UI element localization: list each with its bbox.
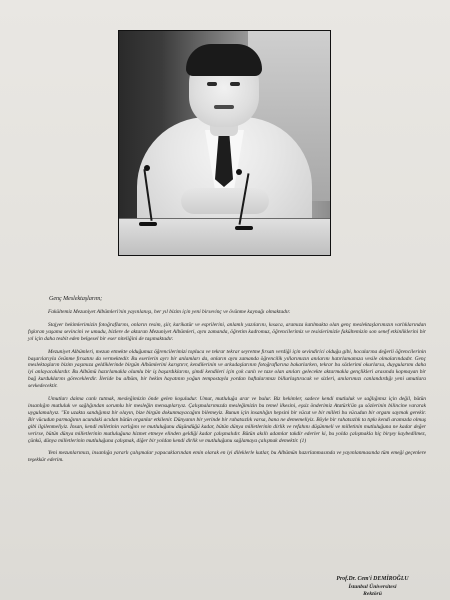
letter-paragraph-5: Yeni mezunlarımızı, insanlığa yararlı çalışmalar yapacaklarından emin olarak en iyi dileklerle kutlar, bu Albümün hazırlanmasında ve yayınlanmasında tüm emeği geçenlere teşekkür ederim. (28, 450, 426, 464)
signature-university: İstanbul Üniversitesi (348, 584, 397, 590)
microphone-right-base (235, 226, 253, 230)
signature-block (315, 576, 430, 598)
portrait-eye-left (207, 82, 217, 86)
portrait-eye-right (230, 82, 240, 86)
portrait-hands (181, 188, 269, 214)
portrait-mouth (214, 105, 234, 109)
signature-name: Prof.Dr. Cem'i DEMİROĞLU (336, 576, 409, 582)
microphone-left-base (139, 222, 157, 226)
microphone-right-head (236, 169, 242, 175)
microphone-left-head (144, 165, 150, 171)
letter-body (28, 309, 426, 470)
portrait-photo (119, 31, 330, 255)
signature-title: Rektörü (363, 591, 382, 597)
letter-paragraph-3: Mezuniyet Albümleri, mezun etmekte olduğumuz öğrencilerimizi topluca ve tekrar tekrar seyretme fırsatı verdiği için sevindirici olduğu gibi, hocalarına değerli öğrencilerinin başarılarıyla övünme fırsatını da vermektedir. Bu eserlerin ayrı bir anlamları da, onların aynı zamanda öğrencilik yıllarımızın anılarını hatırlamamıza vesile olmalarındadır. Genç meslektaşların bizim yaşımıza geldiklerinde birgün Albümlerini karıştırır, kendilerinin ve arkadaşlarının fotoğraflarına bakarlarken, tekrar bu sözlerimi okurlarsa, duygularımı daha iyi anlayacaklardır. Bu Albümü hazırlamakla olumlu bir iş başardıklarını, şimdi kendileri için çok canlı ve taze olan anıları gelecekte aktarmakla gençlikleri arasında kopmayan bir bağ kurduklarını göreceklerdir. İleride bu albüm, bir hekim hayatının yoğun tempostayla yordan haftalarımızı billurlaştıracak ve sizleri, anılarımızı canlandırdığı yeni umutlara sevkedecektir. (28, 348, 426, 390)
letter-paragraph-4: Umutları daima canlı tutmak, mesleğimizin önde gelen koşuludur. Umut, mutluluğa arar ve bulur. Biz hekimler, sadece kendi mutluluk ve sağlığımız için değil, bütün insanlığın mutluluk ve sağlığından sorumlu bir mesleğin mensuplarıyız. Çalışmalarımızda mesleğimizin bu temel ilkesini, eşsiz önderimiz Atatürk'ün şu sözlerinin bilincine vararak uygulamalıyız. "En uzakta sandığımız bir olayın, bize birgün dokunmayacağını bilemeyiz. Bunun için insanlığın hepsini bir vücut ve bir milleti bu vücudun bir organı saymak gerekir. Bir vücudun parmağının ucundaki acıdan bütün organlar etkilenir. Dünyanın bir yerinde bir rahatsızlık varsa, bana ne dememeliyiz. Böyle bir rahatsızlık ta tıpkı kendi aramızda olmuş gibi ilgilenmeliyiz. İnsan, kendi milletinin varlığını ve mutluluğunu düşündüğü kadar, bütün dünya milletlerinin dirlik ve refahını düşünmeli ve milletinin mutluluğuna ne kadar değer verirse, bütün dünya milletlerinin mutluluğuna hizmet etmeye elinden geldiği kadar çalışmalıdır. Bütün akıllı adamlar takdir ederler ki, bu yolda çalışmakla hiç birşey kaybedilmez, çünkü, dünya milletlerinin mutluluğuna çalışmak, diğer bir yoldan kendi dirlik ve mutluluğunu sağlamaya çalışmak demektir. (1) (28, 396, 426, 444)
letter-paragraph-1: Fakültemiz Mezuniyet Albümleri'nin yayınlanışı, her yıl bizim için yeni birsevinç ve övünme kaynağı olmaktadır. (48, 309, 291, 315)
portrait-hair (186, 44, 262, 76)
letter-greeting: Genç Meslektaşlarım; (49, 296, 103, 302)
letter-paragraph-2: Stajyer hekimlerimizin fotoğraflarını, onların resim, şiir, karikatür ve esprilerini, anlamlı yazılarını, kısaca, aramıza katılmakta olan genç meslektaşlarımızın varlıklarından fışkıran yaşama sevincini ve umudu, bizlere de aktaran Mezuniyet Albümleri, aynı zamanda, öğretim kadromuz, öğrencilerimiz ve tesislerimizle fakültemizin son senef etkinliklerini bir yıl için daha tesbit eden belgesel bir eser niteliğini de taşımaktadır. (28, 321, 426, 342)
